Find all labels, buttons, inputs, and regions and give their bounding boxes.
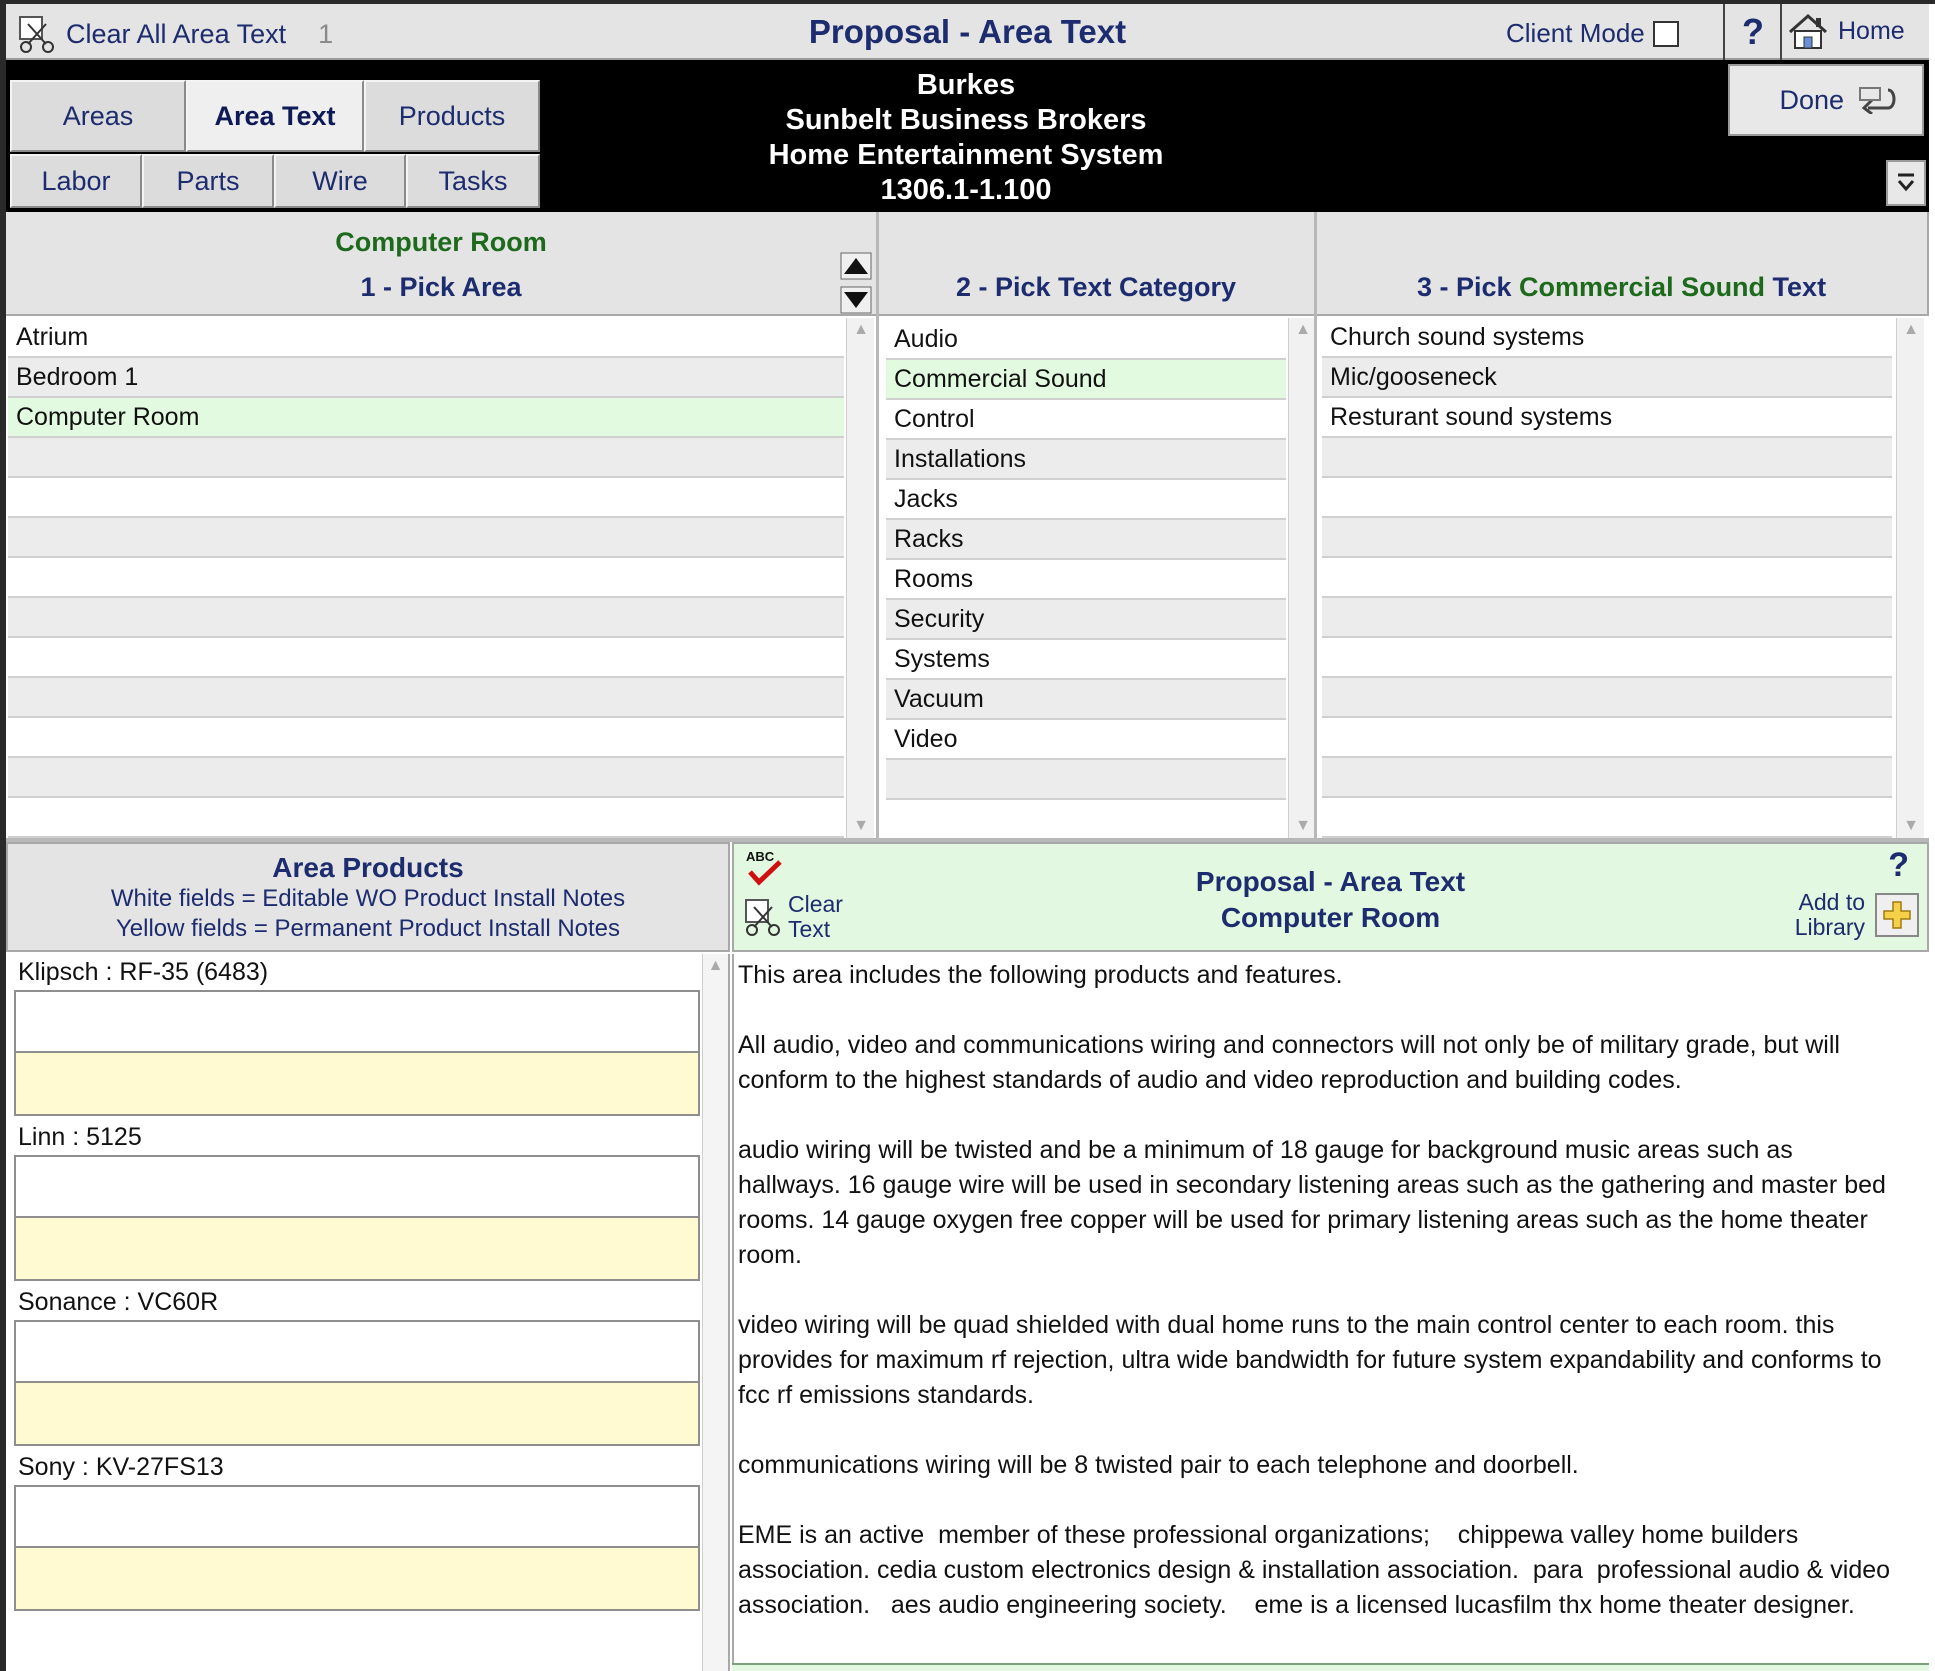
toolbar-divider <box>1780 4 1782 60</box>
dropdown-arrow-icon <box>1895 172 1917 194</box>
scroll-up-icon[interactable]: ▲ <box>1903 321 1919 338</box>
tab-labor[interactable] <box>10 154 142 208</box>
yellow-fields-note: Yellow fields = Permanent Product Install Notes <box>115 915 621 942</box>
tab-label: Labor <box>41 165 111 196</box>
clear-text-label-line: Clear <box>788 891 843 917</box>
scroll-down-icon[interactable]: ▼ <box>853 817 869 834</box>
help-icon: ? <box>1888 846 1909 884</box>
done-return-icon <box>1858 86 1898 114</box>
scroll-up-icon[interactable]: ▲ <box>707 957 724 974</box>
list-item[interactable] <box>8 758 844 798</box>
company-name: Sunbelt Business Brokers <box>785 104 1147 136</box>
clear-text-label-line: Text <box>788 916 831 942</box>
scroll-down-icon[interactable]: ▼ <box>1903 817 1919 834</box>
window-title: Proposal - Area Text <box>808 13 1127 50</box>
move-up-icon[interactable] <box>840 252 872 280</box>
list-item[interactable] <box>1322 678 1892 718</box>
pick-category-header <box>878 212 1316 316</box>
category-list <box>886 320 1286 800</box>
product-label: Sony : KV-27FS13 <box>18 1453 224 1481</box>
permanent-install-note-field <box>14 1548 700 1611</box>
clear-all-area-text-button[interactable] <box>16 14 333 54</box>
add-to-library-label-line: Library <box>1794 914 1865 940</box>
tab-products[interactable] <box>364 80 540 152</box>
help-button[interactable] <box>1729 8 1777 56</box>
add-plus-icon <box>1875 893 1919 937</box>
list-item[interactable] <box>8 478 844 518</box>
spell-check-label: ABC <box>746 849 775 864</box>
list-item[interactable]: Control <box>886 400 1286 440</box>
help-icon: ? <box>1742 11 1764 52</box>
list-item[interactable] <box>1322 798 1892 838</box>
list-item[interactable] <box>1322 718 1892 758</box>
tab-label: Parts <box>176 165 240 196</box>
list-item[interactable] <box>1322 478 1892 518</box>
category-list-scrollbar[interactable] <box>1288 318 1316 838</box>
list-item[interactable]: Church sound systems <box>1322 318 1892 358</box>
tab-label: Area Text <box>214 100 336 131</box>
white-fields-note: White fields = Editable WO Product Install Notes <box>110 885 626 912</box>
list-item[interactable] <box>1322 518 1892 558</box>
tab-label: Products <box>398 100 506 131</box>
list-item[interactable]: Systems <box>886 640 1286 680</box>
system-name: Home Entertainment System <box>768 139 1164 171</box>
clear-all-label: Clear All Area Text <box>66 18 287 49</box>
list-item[interactable] <box>8 638 844 678</box>
list-item[interactable] <box>8 598 844 638</box>
list-item[interactable] <box>8 518 844 558</box>
list-item[interactable]: Commercial Sound <box>886 360 1286 400</box>
list-item[interactable]: Video <box>886 720 1286 760</box>
tab-areas[interactable] <box>10 80 186 152</box>
tab-label: Tasks <box>438 165 508 196</box>
pick-text-title-prefix: 3 - Pick <box>1416 272 1519 302</box>
wo-install-note-field[interactable] <box>14 1320 700 1383</box>
text-list <box>1322 318 1892 838</box>
client-name: Burkes <box>916 69 1016 101</box>
tab-parts[interactable] <box>142 154 274 208</box>
product-label: Klipsch : RF-35 (6483) <box>18 958 269 986</box>
list-item[interactable] <box>8 558 844 598</box>
list-item[interactable]: Atrium <box>8 318 844 358</box>
area-text-area-name: Computer Room <box>1220 902 1441 933</box>
add-to-library-button[interactable] <box>1795 890 1919 940</box>
scroll-up-icon[interactable]: ▲ <box>1295 321 1311 338</box>
pick-area-header <box>6 212 878 316</box>
done-label: Done <box>1779 84 1844 115</box>
product-item <box>6 1449 728 1614</box>
current-area: Computer Room <box>335 227 547 257</box>
title-bar <box>6 4 1929 60</box>
list-item[interactable] <box>8 798 844 838</box>
tab-area-text[interactable] <box>186 80 364 152</box>
column-divider <box>1314 212 1317 842</box>
list-item[interactable] <box>1322 438 1892 478</box>
permanent-install-note-field <box>14 1383 700 1446</box>
product-label: Sonance : VC60R <box>18 1288 219 1316</box>
pick-text-title-category: Commercial Sound <box>1519 272 1766 302</box>
dropdown-button[interactable] <box>1886 160 1926 206</box>
area-text-title <box>734 864 1927 936</box>
pick-text-header <box>1316 212 1929 316</box>
scroll-up-icon[interactable]: ▲ <box>853 321 869 338</box>
list-item[interactable] <box>8 678 844 718</box>
pick-area-title: 1 - Pick Area <box>360 272 522 302</box>
pick-category-title: 2 - Pick Text Category <box>955 272 1237 302</box>
list-item[interactable] <box>8 718 844 758</box>
area-list-scrollbar[interactable] <box>846 318 874 838</box>
list-item[interactable]: Vacuum <box>886 680 1286 720</box>
area-products-header <box>6 842 730 952</box>
area-list <box>8 318 844 838</box>
column-divider <box>876 212 879 842</box>
list-item[interactable]: Security <box>886 600 1286 640</box>
wo-install-note-field[interactable] <box>14 1155 700 1218</box>
area-text-footer <box>732 1663 1929 1671</box>
area-text-help-button[interactable] <box>1888 846 1909 885</box>
list-item[interactable]: Audio <box>886 320 1286 360</box>
list-item[interactable]: Bedroom 1 <box>8 358 844 398</box>
project-number: 1306.1-1.100 <box>880 174 1052 206</box>
list-item[interactable]: Jacks <box>886 480 1286 520</box>
area-products-list <box>6 954 730 1671</box>
toolbar-divider <box>1723 4 1725 60</box>
list-item[interactable]: Racks <box>886 520 1286 560</box>
add-to-library-label-line: Add to <box>1798 889 1865 915</box>
pick-text-title <box>1316 272 1927 303</box>
scissors-icon <box>16 14 56 54</box>
product-item <box>6 1284 728 1449</box>
list-item[interactable]: Computer Room <box>8 398 844 438</box>
home-label: Home <box>1838 16 1905 45</box>
list-item[interactable]: Resturant sound systems <box>1322 398 1892 438</box>
permanent-install-note-field <box>14 1053 700 1116</box>
scroll-down-icon[interactable]: ▼ <box>1295 817 1311 834</box>
wo-install-note-field[interactable] <box>14 1485 700 1548</box>
list-item[interactable] <box>1322 558 1892 598</box>
client-mode-toggle[interactable] <box>1506 18 1679 49</box>
area-text-title-line: Proposal - Area Text <box>1195 866 1466 897</box>
product-label: Linn : 5125 <box>18 1123 142 1151</box>
client-mode-checkbox[interactable] <box>1653 21 1679 47</box>
list-item[interactable]: Mic/gooseneck <box>1322 358 1892 398</box>
area-products-scrollbar[interactable] <box>702 954 728 1671</box>
permanent-install-note-field <box>14 1218 700 1281</box>
product-item <box>6 1119 728 1284</box>
area-reorder-buttons[interactable] <box>838 252 874 314</box>
list-item[interactable]: Installations <box>886 440 1286 480</box>
text-list-scrollbar[interactable] <box>1896 318 1924 838</box>
tab-label: Wire <box>312 165 368 196</box>
home-button[interactable] <box>1786 12 1905 50</box>
header-band <box>6 60 1929 212</box>
tab-tasks[interactable] <box>406 154 540 208</box>
area-text-count: 1 <box>318 18 334 49</box>
tab-wire[interactable] <box>274 154 406 208</box>
home-icon <box>1786 12 1830 50</box>
list-item[interactable] <box>1322 758 1892 798</box>
product-item <box>6 954 728 1119</box>
list-item[interactable] <box>886 760 1286 800</box>
list-item[interactable] <box>1322 638 1892 678</box>
area-products-title: Area Products <box>272 852 464 883</box>
client-mode-label: Client Mode <box>1506 18 1645 48</box>
area-text-editor[interactable]: This area includes the following products and features. All audio, video and communications wiring and connectors will not only be of military grade, but will conform to the highest standards of audio and video reproduction and building codes. audio wiring will be twisted and be a minimum of 18 gauge for background music areas such as hallways. 16 gauge wire will be used in secondary listening areas such as the gathering and master bed rooms. 14 gauge oxygen free copper will be used for primary listening areas such as the home theater room. video wiring will be quad shielded with dual home runs to the main control center to each room. this provides for maximum rf rejection, ultra wide bandwidth for future system expandability and conforms to fcc rf emissions standards. communications wiring will be 8 twisted pair to each telephone and doorbell. EME is an active member of these professional organizations; chippewa valley home builders association. cedia custom electronics design & installation association. para professional audio & video association. aes audio engineering society. eme is a licensed lucasfilm thx home theater designer. <box>732 954 1929 1664</box>
wo-install-note-field[interactable] <box>14 990 700 1053</box>
list-item[interactable] <box>8 438 844 478</box>
project-info <box>646 68 1286 208</box>
list-item[interactable]: Rooms <box>886 560 1286 600</box>
pick-text-title-suffix: Text <box>1765 272 1827 302</box>
tab-label: Areas <box>62 100 134 131</box>
move-down-icon[interactable] <box>840 286 872 314</box>
done-button[interactable] <box>1728 64 1924 136</box>
list-item[interactable] <box>1322 598 1892 638</box>
area-text-header <box>732 842 1929 952</box>
add-to-library-label <box>1795 890 1865 940</box>
